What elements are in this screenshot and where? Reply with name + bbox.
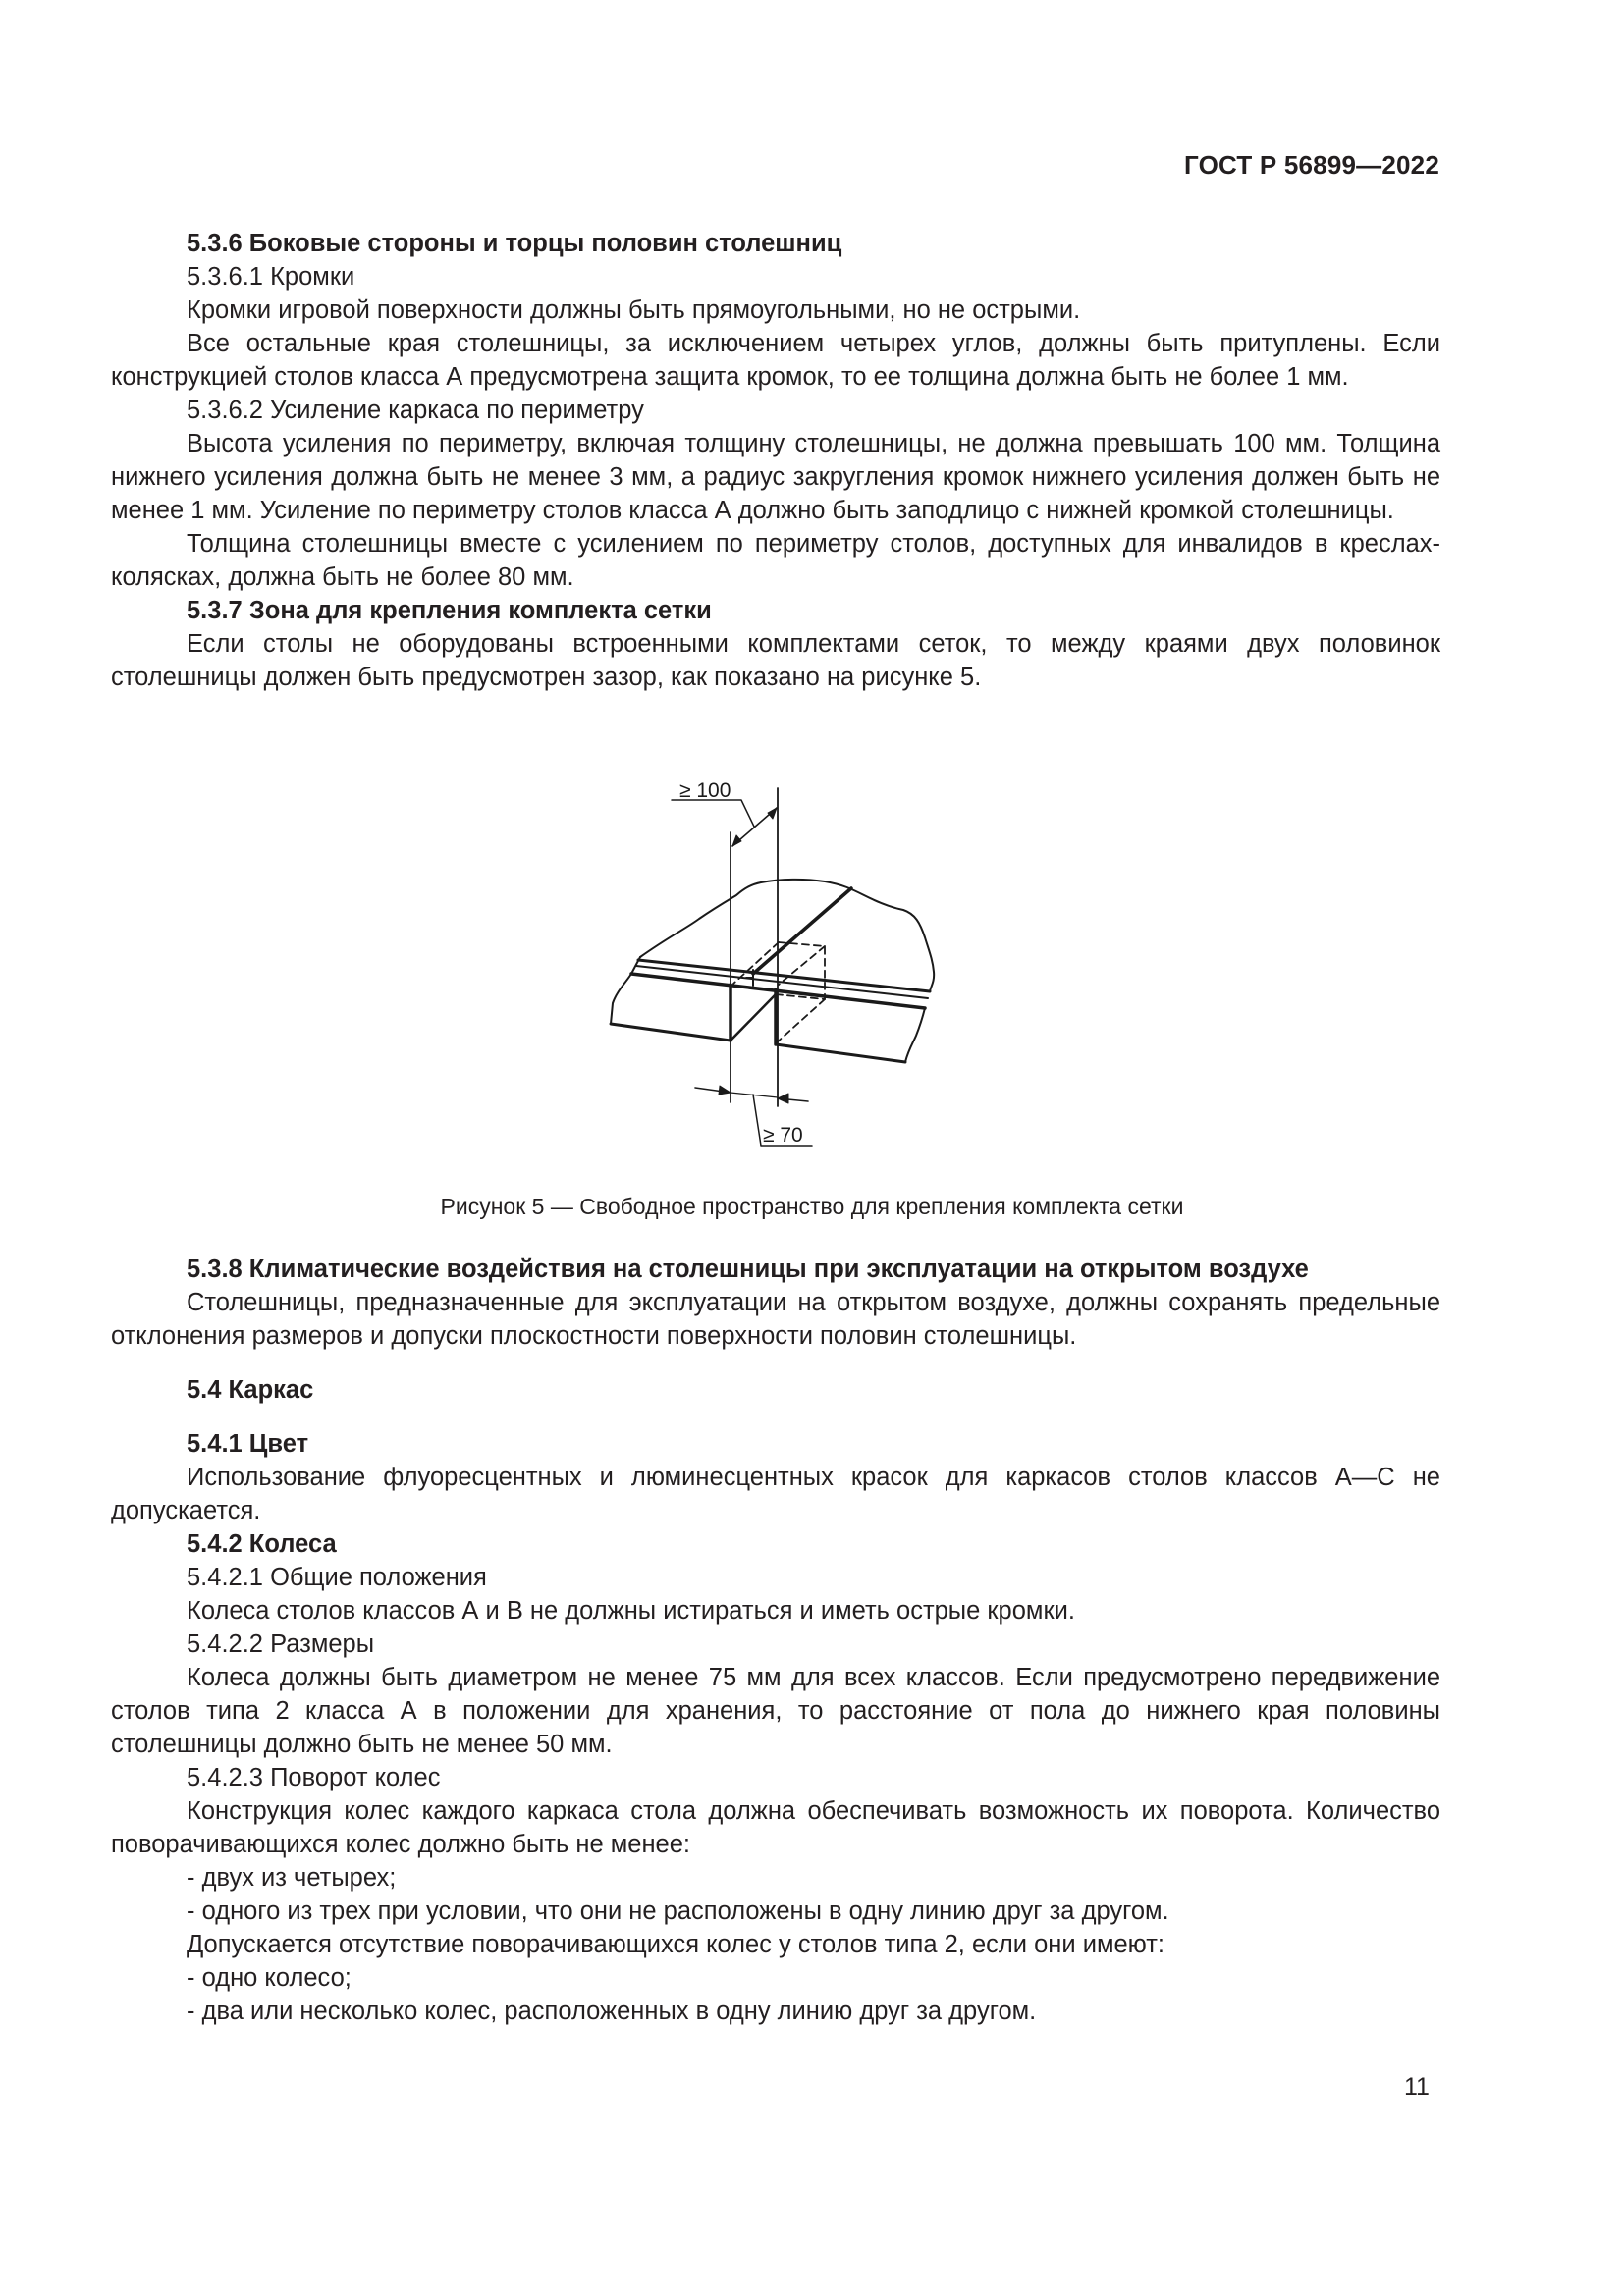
paragraph: Допускается отсутствие поворачивающихся колес у столов типа 2, если они имеют: bbox=[187, 1931, 1164, 1958]
section-5-3-6-to-5-3-7 bbox=[111, 227, 1440, 694]
section-5-3-8-to-5-4 bbox=[111, 1253, 1440, 2028]
section-title-5-3-7: 5.3.7 Зона для крепления комплекта сетки bbox=[187, 597, 712, 624]
section-title-5-4-2: 5.4.2 Колеса bbox=[187, 1530, 337, 1558]
list-item: - двух из четырех; bbox=[187, 1864, 397, 1892]
dimension-label-bottom: ≥ 70 bbox=[763, 1124, 803, 1147]
paragraph: Кромки игровой поверхности должны быть прямоугольными, но не острыми. bbox=[187, 296, 1081, 324]
paragraph: Использование флуоресцентных и люминесцентных красок для каркасов столов классов А—С не допускается. bbox=[111, 1464, 1440, 1524]
spacer bbox=[111, 1407, 1440, 1427]
list-item: - одного из трех при условии, что они не расположены в одну линию друг за другом. bbox=[187, 1897, 1169, 1925]
section-title-5-4-1: 5.4.1 Цвет bbox=[187, 1430, 309, 1458]
list-item: - одно колесо; bbox=[187, 1964, 352, 1992]
figure-caption: Рисунок 5 — Свободное пространство для крепления комплекта сетки bbox=[440, 1194, 1184, 1219]
paragraph: Все остальные края столешницы, за исключением четырех углов, должны быть притуплены. Если конструкцией столов класса А предусмотрена защита кромок, то ее толщина должна быть не более 1 мм. bbox=[111, 330, 1440, 391]
dimension-label-top: ≥ 100 bbox=[679, 779, 731, 802]
list-item: - два или несколько колес, расположенных в одну линию друг за другом. bbox=[187, 1998, 1037, 2025]
page-number: 11 bbox=[1404, 2073, 1430, 2101]
section-title-5-4: 5.4 Каркас bbox=[187, 1376, 314, 1404]
paragraph: Столешницы, предназначенные для эксплуатации на открытом воздухе, должны сохранять предельные отклонения размеров и допуски плоскостности поверхности половин столешницы. bbox=[111, 1289, 1440, 1350]
paragraph: Толщина столешницы вместе с усилением по периметру столов, доступных для инвалидов в креслах-колясках, должна быть не более 80 мм. bbox=[111, 530, 1440, 591]
document-header-standard-id: ГОСТ Р 56899—2022 bbox=[1184, 150, 1439, 180]
paragraph: Высота усиления по периметру, включая толщину столешницы, не должна превышать 100 мм. Толщина нижнего усиления должна быть не менее 3 мм, а радиус закругления кромок нижнего усиления должен быть не менее 1 мм. Усиление по периметру столов класса А должно быть заподлицо с нижней кромкой столешницы. bbox=[111, 430, 1440, 524]
figure-5-net-attachment-gap bbox=[589, 766, 1001, 1168]
paragraph: Колеса столов классов А и В не должны истираться и иметь острые кромки. bbox=[187, 1597, 1075, 1625]
paragraph: Если столы не оборудованы встроенными комплектами сеток, то между краями двух половинок столешницы должен быть предусмотрен зазор, как показано на рисунке 5. bbox=[111, 630, 1440, 691]
paragraph: Колеса должны быть диаметром не менее 75 мм для всех классов. Если предусмотрено передвижение столов типа 2 класса А в положении для хранения, то расстояние от пола до нижнего края половины столешницы должно быть не менее 50 мм. bbox=[111, 1664, 1440, 1758]
section-title-5-3-6: 5.3.6 Боковые стороны и торцы половин столешниц bbox=[187, 230, 842, 257]
subsection-title-5-4-2-1: 5.4.2.1 Общие положения bbox=[187, 1564, 487, 1591]
section-title-5-3-8: 5.3.8 Климатические воздействия на столешницы при эксплуатации на открытом воздухе bbox=[187, 1255, 1309, 1283]
table-halves-drawing bbox=[589, 766, 1001, 1168]
subsection-title-5-3-6-1: 5.3.6.1 Кромки bbox=[187, 263, 355, 291]
subsection-title-5-4-2-2: 5.4.2.2 Размеры bbox=[187, 1630, 375, 1658]
spacer bbox=[111, 1353, 1440, 1373]
paragraph: Конструкция колес каждого каркаса стола должна обеспечивать возможность их поворота. Количество поворачивающихся колес должно быть не менее: bbox=[111, 1797, 1440, 1858]
subsection-title-5-4-2-3: 5.4.2.3 Поворот колес bbox=[187, 1764, 441, 1791]
subsection-title-5-3-6-2: 5.3.6.2 Усиление каркаса по периметру bbox=[187, 397, 644, 424]
